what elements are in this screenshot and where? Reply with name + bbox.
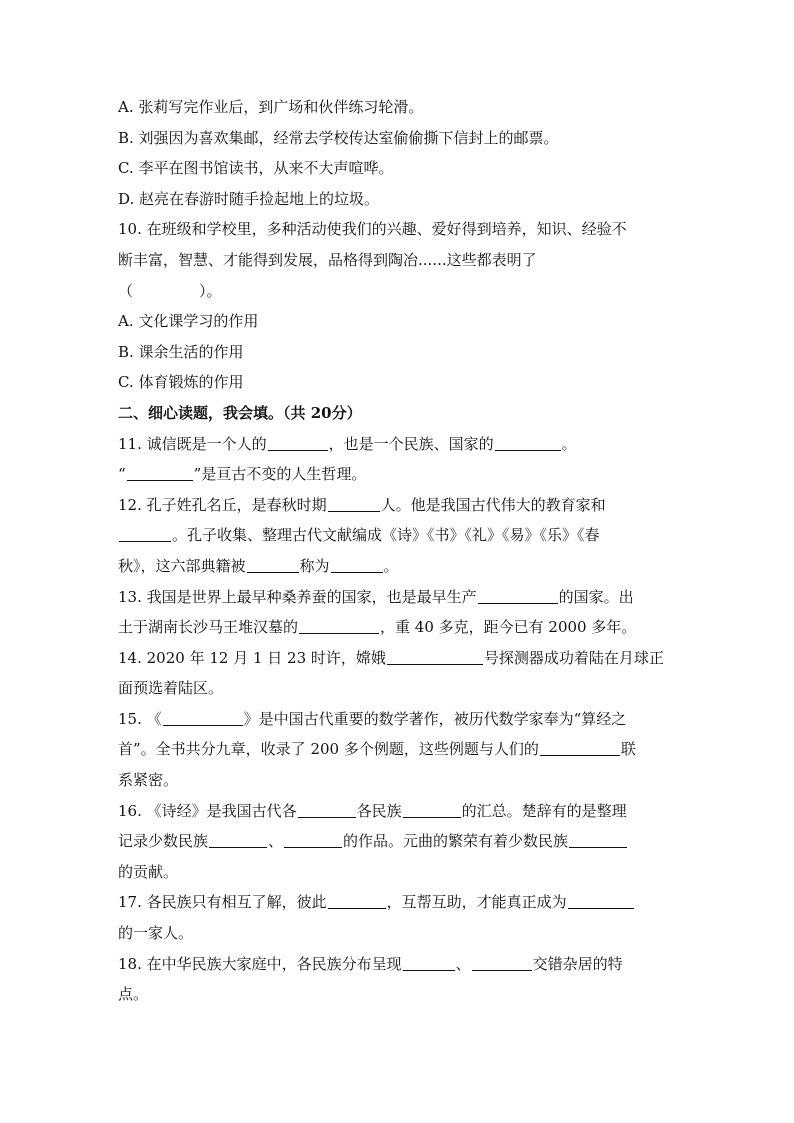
text: 联 [620, 740, 636, 759]
fill-blank [268, 435, 328, 451]
fill-blank [299, 618, 379, 634]
q12-line-3 [118, 551, 678, 582]
fill-blank [331, 557, 383, 573]
fill-blank [540, 740, 620, 756]
text: 首”。全书共分九章，收录了 200 多个例题，这些例题与人们的 [118, 740, 539, 759]
fill-blank [284, 832, 342, 848]
q17-line-2: 的一家人。 [118, 924, 194, 943]
q18-line-1 [118, 949, 678, 980]
fill-blank [495, 435, 561, 451]
text: 》是中国古代重要的数学著作，被历代数学家奉为“算经之 [243, 709, 627, 728]
text: 人。他是我国古代伟大的教育家和 [380, 495, 606, 514]
fill-blank [403, 802, 461, 818]
text: 记录少数民族 [118, 832, 209, 851]
text: ，互帮互助，才能真正成为 [386, 893, 567, 912]
q9-option-d: D. 赵亮在春游时随手捡起地上的垃圾。 [118, 189, 380, 208]
paren-open: （ [118, 281, 134, 300]
q12-line-1 [118, 490, 678, 521]
q13-line-2 [118, 612, 678, 643]
fill-blank [472, 955, 532, 971]
fill-blank [328, 496, 380, 512]
q15-line-3: 系紧密。 [118, 771, 179, 790]
q9-option-b: B. 刘强因为喜欢集邮，经常去学校传达室偷偷撕下信封上的邮票。 [118, 128, 559, 147]
fill-blank [328, 893, 386, 909]
q10-line-2: 断丰富，智慧、才能得到发展，品格得到陶冶......这些都表明了 [118, 250, 537, 269]
text: 17. 各民族只有相互了解，彼此 [118, 893, 327, 912]
text: 秋》，这六部典籍被 [118, 556, 246, 575]
text: 各民族 [356, 801, 402, 820]
q9-option-c: C. 李平在图书馆读书，从来不大声喧哗。 [118, 159, 394, 178]
paren-close: ）。 [199, 281, 222, 300]
q10-line-1: 10. 在班级和学校里，多种活动使我们的兴趣、爱好得到培养，知识、经验不 [118, 220, 627, 239]
fill-blank [247, 557, 299, 573]
fill-blank [478, 588, 558, 604]
fill-blank [119, 526, 171, 542]
q15-line-2 [118, 734, 678, 765]
fill-blank [209, 832, 267, 848]
fill-blank [387, 649, 483, 665]
question-list [118, 92, 678, 1010]
text: ”是亘古不变的人生哲理。 [193, 465, 367, 484]
text: 的汇总。楚辞有的是整理 [461, 801, 627, 820]
text: 称为 [299, 556, 330, 575]
text: 、 [455, 954, 471, 973]
q10-option-b: B. 课余生活的作用 [118, 342, 244, 361]
text: 的国家。出 [558, 587, 634, 606]
text: 交错杂居的特 [532, 954, 623, 973]
text: 、 [268, 832, 284, 851]
text: 14. 2020 年 12 月 1 日 23 时许，嫦娥 [118, 648, 386, 667]
text: 的作品。元曲的繁荣有着少数民族 [343, 832, 569, 851]
q14-line-2: 面预选着陆区。 [118, 679, 224, 698]
text: 土于湖南长沙马王堆汉墓的 [118, 618, 299, 637]
q14-line-1 [118, 643, 678, 674]
q11-line-2 [118, 459, 678, 490]
text: 。 [561, 434, 577, 453]
fill-blank [569, 832, 627, 848]
q10-answer-paren [118, 276, 678, 307]
q13-line-1 [118, 582, 678, 613]
text: 号探测器成功着陆在月球正 [483, 648, 664, 667]
text: 。孔子收集、整理古代文献编成《诗》《书》《礼》《易》《乐》《春 [172, 526, 600, 545]
q16-line-2 [118, 826, 678, 857]
q10-option-a: A. 文化课学习的作用 [118, 312, 259, 331]
fill-blank [403, 955, 455, 971]
fill-blank [568, 893, 634, 909]
q9-option-a: A. 张莉写完作业后，到广场和伙伴练习轮滑。 [118, 98, 424, 116]
q16-line-3: 的贡献。 [118, 862, 179, 881]
text: 18. 在中华民族大家庭中，各民族分布呈现 [118, 954, 402, 973]
fill-blank [298, 802, 356, 818]
q10-option-c: C. 体育锻炼的作用 [118, 373, 244, 392]
text: “ [118, 465, 126, 484]
q18-line-2: 点。 [118, 985, 149, 1004]
q11-line-1 [118, 429, 678, 460]
text: 13. 我国是世界上最早种桑养蚕的国家，也是最早生产 [118, 587, 477, 606]
q16-line-1 [118, 796, 678, 827]
text: 15. 《 [118, 709, 162, 728]
text: 16. 《诗经》是我国古代各 [118, 801, 297, 820]
text: 12. 孔子姓孔名丘，是春秋时期 [118, 495, 327, 514]
q12-line-2 [118, 520, 678, 551]
q15-line-1 [118, 704, 678, 735]
q17-line-1 [118, 887, 678, 918]
section-2-heading: 二、细心读题，我会填。（共 20分） [118, 403, 362, 422]
text: ，重 40 多克，距今已有 2000 多年。 [380, 618, 637, 637]
fill-blank [163, 710, 243, 726]
text: 11. 诚信既是一个人的 [118, 434, 267, 453]
text: 。 [383, 556, 399, 575]
text: ，也是一个民族、国家的 [328, 434, 494, 453]
fill-blank [127, 465, 193, 481]
